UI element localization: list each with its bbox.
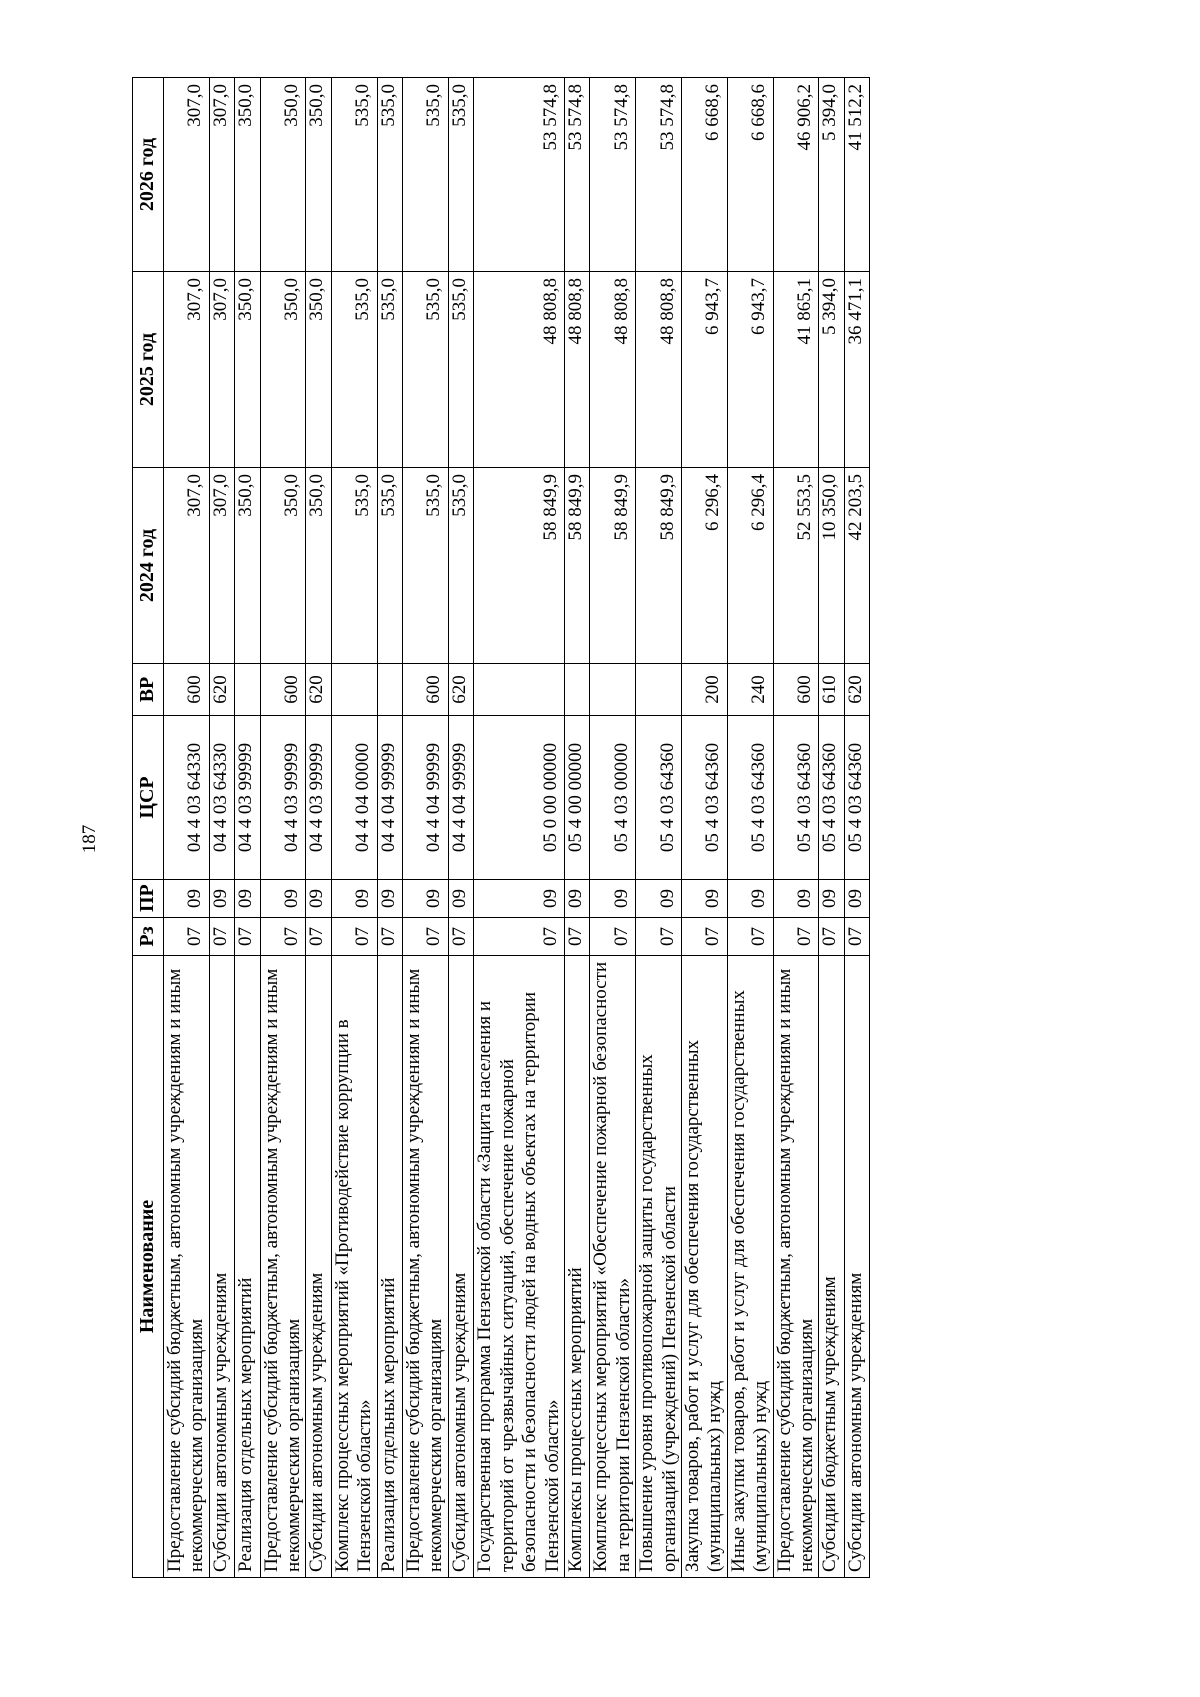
table-row xyxy=(474,78,565,1578)
cell-2026: 6 668,6 xyxy=(727,78,773,272)
cell-2026: 350,0 xyxy=(306,78,331,272)
cell-pr: 09 xyxy=(590,880,636,918)
cell-csr: 04 4 03 99999 xyxy=(260,716,306,880)
cell-2025: 5 394,0 xyxy=(819,272,844,468)
cell-pr: 09 xyxy=(681,880,727,918)
cell-rz: 07 xyxy=(306,918,331,956)
cell-csr: 05 4 03 00000 xyxy=(590,716,636,880)
cell-rz: 07 xyxy=(773,918,819,956)
cell-vr: 610 xyxy=(819,664,844,716)
cell-rz: 07 xyxy=(590,918,636,956)
cell-2025: 350,0 xyxy=(235,272,260,468)
cell-pr: 09 xyxy=(727,880,773,918)
cell-pr: 09 xyxy=(306,880,331,918)
cell-name: Субсидии автономным учреждениям xyxy=(844,956,869,1578)
cell-2025: 48 808,8 xyxy=(564,272,589,468)
cell-name: Предоставление субсидий бюджетным, автономным учреждениям и иным некоммерческим организациям xyxy=(260,956,306,1578)
cell-pr: 09 xyxy=(235,880,260,918)
table-row xyxy=(590,78,636,1578)
cell-name: Комплексы процессных мероприятий xyxy=(564,956,589,1578)
cell-pr: 09 xyxy=(819,880,844,918)
table-row xyxy=(235,78,260,1578)
table-row xyxy=(306,78,331,1578)
cell-name: Субсидии бюджетным учреждениям xyxy=(819,956,844,1578)
cell-2025: 6 943,7 xyxy=(681,272,727,468)
table-row xyxy=(819,78,844,1578)
cell-2025: 350,0 xyxy=(306,272,331,468)
cell-rz: 07 xyxy=(164,918,210,956)
cell-2025: 535,0 xyxy=(448,272,473,468)
cell-csr: 05 4 00 00000 xyxy=(564,716,589,880)
cell-2024: 58 849,9 xyxy=(474,468,565,664)
cell-rz: 07 xyxy=(727,918,773,956)
cell-csr: 04 4 03 99999 xyxy=(235,716,260,880)
table-row xyxy=(448,78,473,1578)
cell-name: Закупка товаров, работ и услуг для обеспечения государственных (муниципальных) нужд xyxy=(681,956,727,1578)
cell-name: Субсидии автономным учреждениям xyxy=(306,956,331,1578)
cell-2025: 535,0 xyxy=(403,272,449,468)
cell-pr: 09 xyxy=(474,880,565,918)
cell-2025: 535,0 xyxy=(377,272,402,468)
cell-2026: 6 668,6 xyxy=(681,78,727,272)
cell-2026: 535,0 xyxy=(403,78,449,272)
cell-name: Предоставление субсидий бюджетным, автономным учреждениям и иным некоммерческим организациям xyxy=(403,956,449,1578)
cell-vr xyxy=(235,664,260,716)
cell-2024: 52 553,5 xyxy=(773,468,819,664)
cell-pr: 09 xyxy=(331,880,377,918)
cell-csr: 04 4 03 64330 xyxy=(164,716,210,880)
cell-name: Предоставление субсидий бюджетным, автономным учреждениям и иным некоммерческим организациям xyxy=(164,956,210,1578)
table-header-row xyxy=(133,78,164,1578)
cell-csr: 04 4 03 99999 xyxy=(306,716,331,880)
cell-csr: 05 4 03 64360 xyxy=(727,716,773,880)
cell-2025: 41 865,1 xyxy=(773,272,819,468)
cell-vr: 620 xyxy=(448,664,473,716)
cell-vr xyxy=(331,664,377,716)
cell-2024: 535,0 xyxy=(377,468,402,664)
cell-2026: 350,0 xyxy=(235,78,260,272)
table-row xyxy=(331,78,377,1578)
table-row xyxy=(773,78,819,1578)
cell-pr: 09 xyxy=(403,880,449,918)
cell-2026: 307,0 xyxy=(209,78,234,272)
table-row xyxy=(681,78,727,1578)
cell-rz: 07 xyxy=(844,918,869,956)
table-row xyxy=(636,78,682,1578)
cell-2026: 350,0 xyxy=(260,78,306,272)
cell-name: Субсидии автономным учреждениям xyxy=(209,956,234,1578)
table-row xyxy=(564,78,589,1578)
header-name: Наименование xyxy=(133,956,164,1578)
cell-pr: 09 xyxy=(564,880,589,918)
cell-2025: 535,0 xyxy=(331,272,377,468)
cell-rz: 07 xyxy=(209,918,234,956)
table-row xyxy=(844,78,869,1578)
table-row xyxy=(377,78,402,1578)
table-row xyxy=(164,78,210,1578)
cell-pr: 09 xyxy=(844,880,869,918)
cell-csr: 05 0 00 00000 xyxy=(474,716,565,880)
cell-csr: 04 4 04 99999 xyxy=(377,716,402,880)
header-2025: 2025 год xyxy=(133,272,164,468)
header-2024: 2024 год xyxy=(133,468,164,664)
cell-name: Иные закупки товаров, работ и услуг для обеспечения государственных (муниципальных) нужд xyxy=(727,956,773,1578)
cell-2024: 307,0 xyxy=(164,468,210,664)
cell-vr xyxy=(636,664,682,716)
cell-rz: 07 xyxy=(636,918,682,956)
page-number: 187 xyxy=(79,824,100,854)
cell-rz: 07 xyxy=(681,918,727,956)
table-row xyxy=(209,78,234,1578)
cell-csr: 05 4 03 64360 xyxy=(681,716,727,880)
cell-vr xyxy=(590,664,636,716)
cell-2026: 53 574,8 xyxy=(636,78,682,272)
cell-2024: 535,0 xyxy=(331,468,377,664)
cell-pr: 09 xyxy=(636,880,682,918)
cell-2026: 53 574,8 xyxy=(564,78,589,272)
table-row xyxy=(260,78,306,1578)
cell-rz: 07 xyxy=(235,918,260,956)
cell-pr: 09 xyxy=(209,880,234,918)
cell-rz: 07 xyxy=(474,918,565,956)
cell-name: Комплекс процессных мероприятий «Противодействие коррупции в Пензенской области» xyxy=(331,956,377,1578)
cell-rz: 07 xyxy=(819,918,844,956)
cell-csr: 04 4 04 00000 xyxy=(331,716,377,880)
cell-csr: 05 4 03 64360 xyxy=(636,716,682,880)
cell-csr: 04 4 04 99999 xyxy=(448,716,473,880)
cell-2024: 6 296,4 xyxy=(681,468,727,664)
cell-vr xyxy=(564,664,589,716)
cell-rz: 07 xyxy=(377,918,402,956)
cell-2024: 6 296,4 xyxy=(727,468,773,664)
cell-vr xyxy=(377,664,402,716)
cell-name: Предоставление субсидий бюджетным, автономным учреждениям и иным некоммерческим организациям xyxy=(773,956,819,1578)
cell-2025: 36 471,1 xyxy=(844,272,869,468)
cell-rz: 07 xyxy=(403,918,449,956)
cell-vr: 600 xyxy=(773,664,819,716)
cell-2024: 307,0 xyxy=(209,468,234,664)
rotated-page xyxy=(132,78,1082,1578)
cell-2024: 350,0 xyxy=(306,468,331,664)
header-csr: ЦСР xyxy=(133,716,164,880)
cell-2025: 48 808,8 xyxy=(474,272,565,468)
cell-vr: 620 xyxy=(209,664,234,716)
cell-csr: 05 4 03 64360 xyxy=(844,716,869,880)
cell-2025: 48 808,8 xyxy=(590,272,636,468)
cell-vr: 620 xyxy=(844,664,869,716)
header-pr: ПР xyxy=(133,880,164,918)
cell-2026: 53 574,8 xyxy=(474,78,565,272)
cell-rz: 07 xyxy=(331,918,377,956)
budget-table xyxy=(132,77,870,1578)
cell-2024: 350,0 xyxy=(260,468,306,664)
table-body xyxy=(164,78,870,1578)
cell-2024: 350,0 xyxy=(235,468,260,664)
cell-vr: 600 xyxy=(403,664,449,716)
cell-2025: 307,0 xyxy=(164,272,210,468)
cell-name: Повышение уровня противопожарной защиты государственных организаций (учреждений) Пензенской области xyxy=(636,956,682,1578)
cell-rz: 07 xyxy=(260,918,306,956)
cell-2024: 58 849,9 xyxy=(636,468,682,664)
cell-2025: 48 808,8 xyxy=(636,272,682,468)
table-row xyxy=(727,78,773,1578)
cell-2025: 350,0 xyxy=(260,272,306,468)
cell-rz: 07 xyxy=(448,918,473,956)
cell-pr: 09 xyxy=(448,880,473,918)
cell-2024: 535,0 xyxy=(403,468,449,664)
cell-2024: 535,0 xyxy=(448,468,473,664)
cell-2026: 5 394,0 xyxy=(819,78,844,272)
cell-vr: 200 xyxy=(681,664,727,716)
cell-vr: 600 xyxy=(260,664,306,716)
cell-name: Реализация отдельных мероприятий xyxy=(235,956,260,1578)
cell-vr: 240 xyxy=(727,664,773,716)
cell-csr: 05 4 03 64360 xyxy=(773,716,819,880)
cell-2024: 42 203,5 xyxy=(844,468,869,664)
cell-2025: 6 943,7 xyxy=(727,272,773,468)
cell-2026: 307,0 xyxy=(164,78,210,272)
cell-csr: 04 4 04 99999 xyxy=(403,716,449,880)
cell-name: Реализация отдельных мероприятий xyxy=(377,956,402,1578)
cell-2024: 10 350,0 xyxy=(819,468,844,664)
cell-2026: 41 512,2 xyxy=(844,78,869,272)
cell-vr xyxy=(474,664,565,716)
cell-rz: 07 xyxy=(564,918,589,956)
cell-2026: 46 906,2 xyxy=(773,78,819,272)
cell-pr: 09 xyxy=(164,880,210,918)
cell-2026: 535,0 xyxy=(331,78,377,272)
header-rz: Рз xyxy=(133,918,164,956)
header-2026: 2026 год xyxy=(133,78,164,272)
table-row xyxy=(403,78,449,1578)
cell-name: Государственная программа Пензенской области «Защита населения и территорий от чрезвычайных ситуаций, обеспечение пожарной безопасности и безопасности людей на водных объектах на территории Пензенской области» xyxy=(474,956,565,1578)
cell-pr: 09 xyxy=(773,880,819,918)
cell-name: Субсидии автономным учреждениям xyxy=(448,956,473,1578)
cell-csr: 04 4 03 64330 xyxy=(209,716,234,880)
cell-2024: 58 849,9 xyxy=(564,468,589,664)
cell-vr: 620 xyxy=(306,664,331,716)
cell-2026: 53 574,8 xyxy=(590,78,636,272)
cell-name: Комплекс процессных мероприятий «Обеспечение пожарной безопасности на территории Пензенской области» xyxy=(590,956,636,1578)
cell-vr: 600 xyxy=(164,664,210,716)
header-vr: ВР xyxy=(133,664,164,716)
cell-2026: 535,0 xyxy=(377,78,402,272)
cell-pr: 09 xyxy=(377,880,402,918)
cell-2024: 58 849,9 xyxy=(590,468,636,664)
cell-2025: 307,0 xyxy=(209,272,234,468)
cell-pr: 09 xyxy=(260,880,306,918)
cell-csr: 05 4 03 64360 xyxy=(819,716,844,880)
cell-2026: 535,0 xyxy=(448,78,473,272)
